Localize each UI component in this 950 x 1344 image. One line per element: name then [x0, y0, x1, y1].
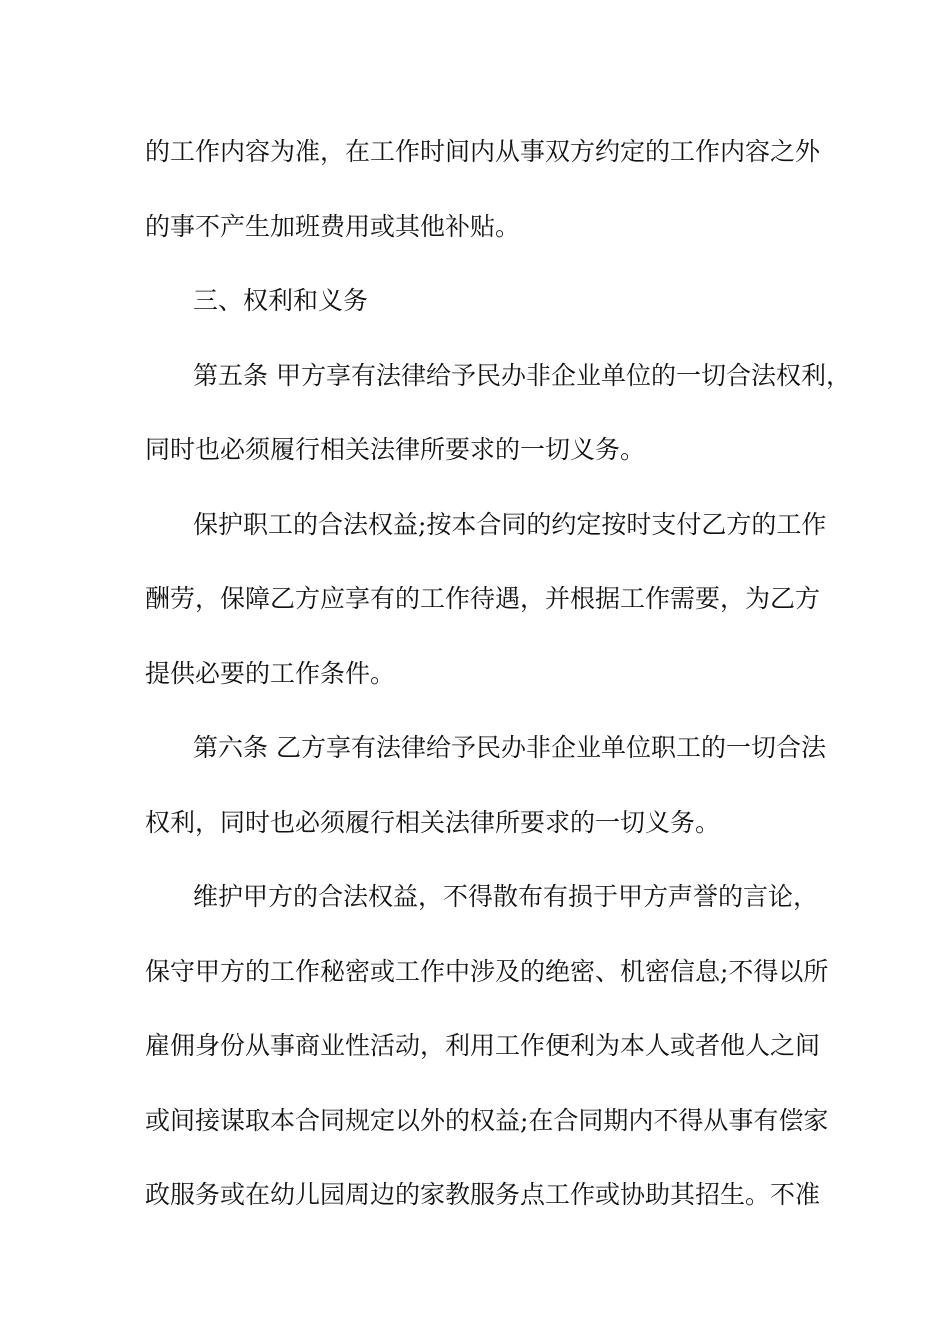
party-b-duties-line-4: 或间接谋取本合同规定以外的权益;在合同期内不得从事有偿家 [145, 1106, 829, 1135]
text-line-1: 的工作内容为准，在工作时间内从事双方约定的工作内容之外 [145, 137, 821, 166]
party-a-duties-line-2: 酬劳，保障乙方应享有的工作待遇，并根据工作需要，为乙方 [145, 584, 821, 613]
article-6-line-2: 权利，同时也必须履行相关法律所要求的一切义务。 [145, 808, 721, 837]
section-heading: 三、权利和义务 [193, 286, 369, 315]
party-b-duties-line-1: 维护甲方的合法权益，不得散布有损于甲方声誉的言论， [193, 882, 819, 911]
article-5-line-2: 同时也必须履行相关法律所要求的一切义务。 [145, 435, 646, 464]
party-a-duties-line-3: 提供必要的工作条件。 [145, 659, 396, 688]
party-b-duties-line-3: 雇佣身份从事商业性活动，利用工作便利为本人或者他人之间 [145, 1031, 821, 1060]
text-line-2: 的事不产生加班费用或其他补贴。 [145, 212, 521, 241]
party-b-duties-line-5: 政服务或在幼儿园周边的家教服务点工作或协助其招生。不准 [145, 1180, 821, 1209]
article-6-line-1: 第六条 乙方享有法律给予民办非企业单位职工的一切合法 [193, 733, 826, 762]
party-a-duties-line-1: 保护职工的合法权益;按本合同的约定按时支付乙方的工作 [193, 510, 827, 539]
article-5-line-1: 第五条 甲方享有法律给予民办非企业单位的一切合法权利， [193, 361, 851, 390]
party-b-duties-line-2: 保守甲方的工作秘密或工作中涉及的绝密、机密信息;不得以所 [145, 957, 829, 986]
